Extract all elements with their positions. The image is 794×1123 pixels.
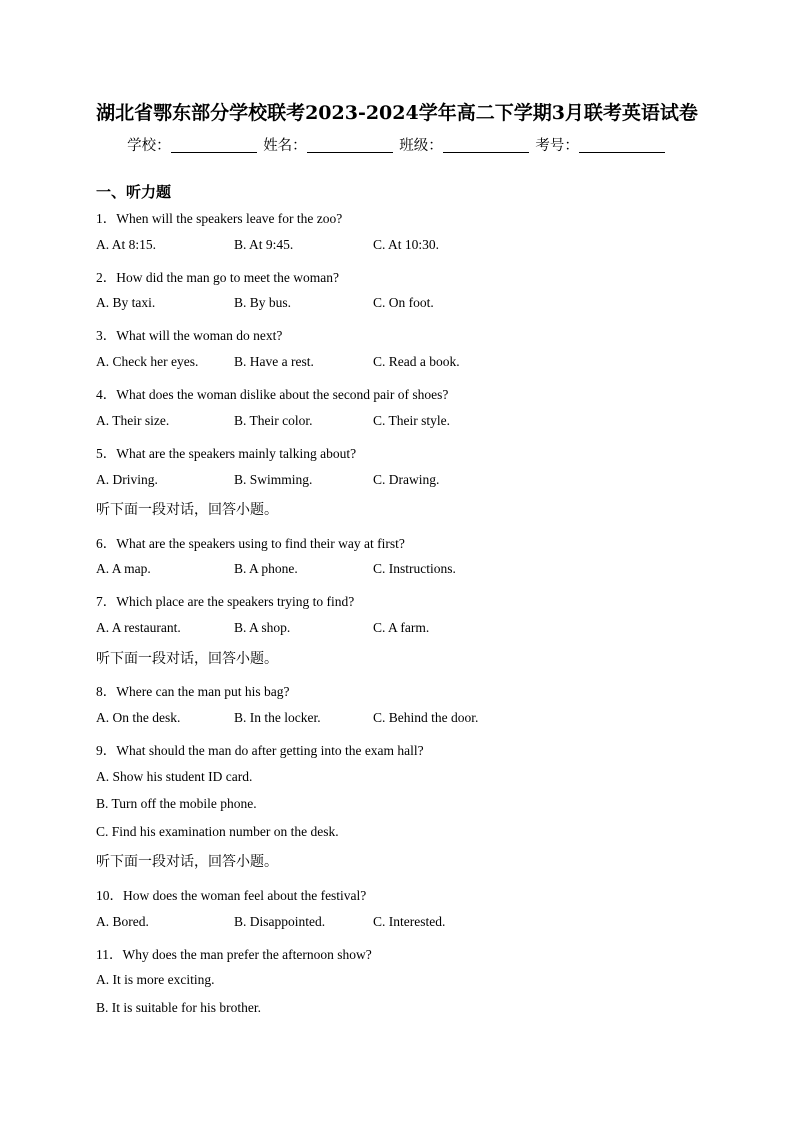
exam-number-label: 考号：	[535, 138, 579, 154]
student-info-line	[0, 134, 794, 155]
option-a: A. A restaurant.	[96, 620, 181, 635]
option-a: A. At 8:15.	[96, 237, 157, 252]
question-11: 11．Why does the man prefer the afternoon show?	[96, 947, 372, 962]
option-a: A. Their size.	[96, 413, 170, 428]
question-6: 6．What are the speakers using to find their way at first?	[96, 536, 405, 551]
option-b: B. By bus.	[234, 295, 292, 310]
option-a: A. On the desk.	[96, 710, 181, 725]
page-title: 湖北省鄂东部分学校联考2023-2024学年高二下学期3月联考英语试卷	[96, 102, 698, 124]
option-c: C. At 10:30.	[373, 237, 440, 252]
question-10: 10．How does the woman feel about the festival?	[96, 888, 367, 903]
dialog-intro-1: 听下面一段对话，回答小题。	[96, 502, 278, 518]
question-7: 7．Which place are the speakers trying to find?	[96, 594, 355, 609]
school-blank[interactable]	[171, 137, 257, 153]
question-9-option-a: A. Show his student ID card.	[96, 769, 253, 784]
question-9-option-b: B. Turn off the mobile phone.	[96, 796, 257, 811]
option-a: A. By taxi.	[96, 295, 156, 310]
dialog-intro-3: 听下面一段对话，回答小题。	[96, 854, 278, 870]
class-blank[interactable]	[443, 137, 529, 153]
section-heading: 一、听力题	[96, 183, 172, 201]
option-c: C. Read a book.	[373, 354, 460, 369]
option-a: A. A map.	[96, 561, 151, 576]
option-b: B. Have a rest.	[234, 354, 314, 369]
option-c: C. Instructions.	[373, 561, 456, 576]
option-b: B. In the locker.	[234, 710, 321, 725]
option-b: B. Swimming.	[234, 472, 313, 487]
name-blank[interactable]	[307, 137, 393, 153]
option-a: A. Check her eyes.	[96, 354, 199, 369]
option-c: C. A farm.	[373, 620, 430, 635]
question-4: 4．What does the woman dislike about the second pair of shoes?	[96, 387, 449, 402]
question-8: 8．Where can the man put his bag?	[96, 684, 290, 699]
option-b: B. At 9:45.	[234, 237, 294, 252]
class-label: 班级：	[399, 138, 443, 154]
question-11-option-a: A. It is more exciting.	[96, 972, 215, 987]
option-c: C. On foot.	[373, 295, 434, 310]
name-label: 姓名：	[263, 138, 307, 154]
question-9: 9．What should the man do after getting into the exam hall?	[96, 743, 424, 758]
option-b: B. Disappointed.	[234, 914, 326, 929]
option-a: A. Bored.	[96, 914, 149, 929]
question-11-option-b: B. It is suitable for his brother.	[96, 1000, 261, 1015]
question-5: 5．What are the speakers mainly talking about?	[96, 446, 357, 461]
question-3: 3．What will the woman do next?	[96, 328, 283, 343]
option-c: C. Behind the door.	[373, 710, 479, 725]
option-c: C. Their style.	[373, 413, 450, 428]
question-1: 1．When will the speakers leave for the zoo?	[96, 211, 343, 226]
exam-number-blank[interactable]	[579, 137, 665, 153]
option-b: B. Their color.	[234, 413, 313, 428]
dialog-intro-2: 听下面一段对话，回答小题。	[96, 651, 278, 667]
school-label: 学校：	[127, 138, 171, 154]
question-9-option-c: C. Find his examination number on the desk.	[96, 824, 339, 839]
option-c: C. Drawing.	[373, 472, 440, 487]
question-2: 2．How did the man go to meet the woman?	[96, 270, 339, 285]
option-c: C. Interested.	[373, 914, 446, 929]
option-b: B. A phone.	[234, 561, 298, 576]
option-a: A. Driving.	[96, 472, 158, 487]
option-b: B. A shop.	[234, 620, 291, 635]
